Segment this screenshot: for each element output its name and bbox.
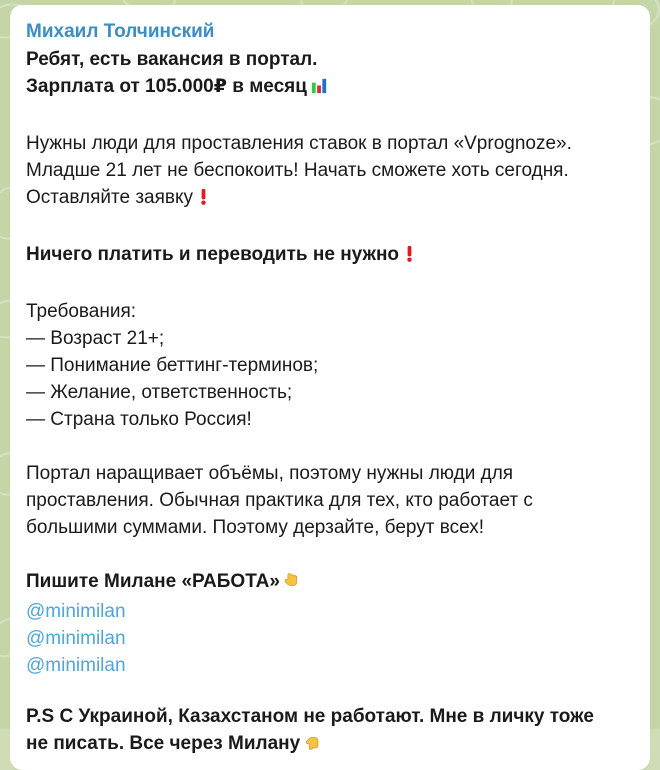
telegram-handle-link[interactable]: @minimilan xyxy=(26,655,126,676)
requirement-item: — Желание, ответственность; xyxy=(26,382,293,403)
contact-cta-text: Пишите Милане «РАБОТА» xyxy=(26,571,280,592)
headline-line-2 xyxy=(26,73,634,103)
requirement-item: — Страна только Россия! xyxy=(26,409,252,430)
intro-line-3 xyxy=(26,184,634,214)
paragraph-gap xyxy=(26,214,634,241)
red-exclamation-emoji xyxy=(196,187,211,214)
bar-chart-emoji xyxy=(310,76,329,103)
message-bubble[interactable] xyxy=(10,5,650,770)
intro-line-3-text: Оставляйте заявку xyxy=(26,187,194,208)
paragraph-gap xyxy=(26,679,634,703)
telegram-handle-link[interactable]: @minimilan xyxy=(26,601,126,622)
paragraph-gap xyxy=(26,433,634,460)
requirement-item: — Понимание беттинг-терминов; xyxy=(26,355,319,376)
paragraph-gap xyxy=(26,271,634,298)
requirements-title: Требования: xyxy=(26,301,137,322)
warning-line xyxy=(26,241,634,271)
paragraph-gap xyxy=(26,541,634,568)
postscript-line-1: P.S С Украиной, Казахстаном не работают. Мне в личку тоже xyxy=(26,706,594,727)
postscript-line-2-text: не писать. Все через Милану xyxy=(26,733,301,754)
headline-salary-text: Зарплата от 105.000₽ в месяц xyxy=(26,76,307,97)
headline-line-1: Ребят, есть вакансия в портал. xyxy=(26,49,318,70)
contact-cta-line xyxy=(26,568,634,598)
point-up-emoji xyxy=(303,733,322,760)
description-line-1: Портал наращивает объёмы, поэтому нужны люди для xyxy=(26,463,514,484)
postscript-line-2 xyxy=(26,730,634,760)
telegram-handle-link[interactable]: @minimilan xyxy=(26,628,126,649)
point-down-emoji xyxy=(283,571,302,598)
warning-text: Ничего платить и переводить не нужно xyxy=(26,244,400,265)
red-exclamation-emoji xyxy=(402,244,417,271)
description-line-2: проставления. Обычная практика для тех, кто работает с xyxy=(26,490,533,511)
message-sender-name[interactable]: Михаил Толчинский xyxy=(26,21,215,42)
intro-line-2: Младше 21 лет не беспокоить! Начать сможете хоть сегодня. xyxy=(26,160,569,181)
intro-line-1: Нужны люди для проставления ставок в портал «Vprognoze». xyxy=(26,133,572,154)
description-line-3: большими суммами. Поэтому дерзайте, берут всех! xyxy=(26,517,485,538)
requirement-item: — Возраст 21+; xyxy=(26,328,165,349)
paragraph-gap xyxy=(26,103,634,130)
